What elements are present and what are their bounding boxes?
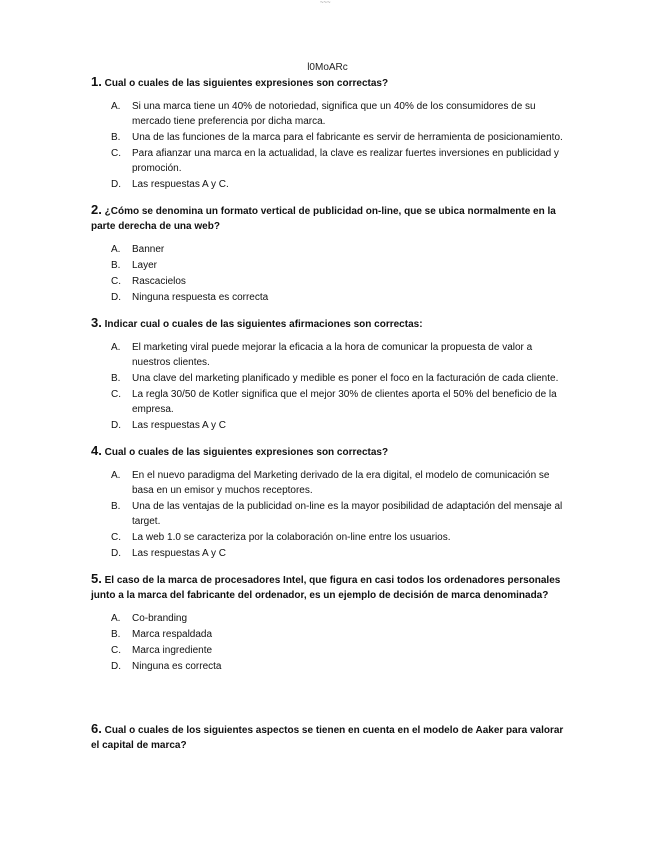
options-list [91,468,571,561]
option-letter: A. [111,101,121,112]
option-d [91,290,571,305]
option-letter: B. [111,260,121,271]
option-text: Para afianzar una marca en la actualidad, la clave es realizar fuertes inversiones en publicidad y promoción. [132,148,559,174]
question-text: Cual o cuales de las siguientes expresiones son correctas? [104,447,389,458]
question-2-title [91,202,571,234]
option-letter: B. [111,132,121,143]
option-letter: D. [111,292,121,303]
option-text: La regla 30/50 de Kotler significa que el mejor 30% de clientes aporta el 50% del beneficio de la empresa. [132,389,557,415]
question-6-title [91,721,571,753]
option-letter: A. [111,470,121,481]
question-number: 4. [91,443,102,458]
option-letter: A. [111,244,121,255]
question-1 [91,74,571,192]
option-b [91,258,571,273]
option-letter: A. [111,342,121,353]
option-c [91,146,571,176]
option-letter: B. [111,629,121,640]
option-d [91,659,571,674]
option-b [91,499,571,529]
option-letter: D. [111,661,121,672]
options-list [91,611,571,674]
option-text: Co-branding [132,613,188,624]
question-number: 6. [91,721,102,736]
option-b [91,371,571,386]
option-letter: C. [111,645,121,656]
option-letter: C. [111,389,121,400]
question-text: Cual o cuales de las siguientes expresiones son correctas? [104,78,389,89]
question-number: 2. [91,202,102,217]
option-text: Marca ingrediente [132,645,213,656]
option-letter: C. [111,532,121,543]
option-letter: B. [111,373,121,384]
question-5 [91,571,571,674]
option-text: La web 1.0 se caracteriza por la colaboración on-line entre los usuarios. [132,532,451,543]
question-4-title [91,443,571,460]
question-4 [91,443,571,561]
option-a [91,611,571,626]
question-2 [91,202,571,305]
options-list [91,340,571,433]
option-c [91,274,571,289]
option-b [91,130,571,145]
option-a [91,242,571,257]
question-1-title [91,74,571,91]
question-text: El caso de la marca de procesadores Intel, que figura en casi todos los ordenadores personales junto a la marca del fabricante del ordenador, es un ejemplo de decisión de marca denominada? [91,575,561,601]
option-text: Si una marca tiene un 40% de notoriedad, significa que un 40% de los consumidores de su mercado tiene preferencia por dicha marca. [132,101,536,127]
options-list [91,242,571,305]
option-text: Ninguna es correcta [132,661,222,672]
option-d [91,418,571,433]
option-text: Las respuestas A y C. [132,179,229,190]
document-header-id: l0MoARc [307,62,348,73]
top-mark: ~~~ [320,0,331,6]
option-a [91,468,571,498]
option-text: Marca respaldada [132,629,213,640]
option-text: Una de las ventajas de la publicidad on-line es la mayor posibilidad de adaptación del mensaje al target. [132,501,563,527]
option-letter: D. [111,420,121,431]
option-letter: C. [111,276,121,287]
question-number: 3. [91,315,102,330]
option-text: En el nuevo paradigma del Marketing derivado de la era digital, el modelo de comunicación se basa en un emisor y muchos receptores. [132,470,550,496]
option-a [91,99,571,129]
option-text: Layer [132,260,158,271]
option-letter: D. [111,179,121,190]
question-number: 1. [91,74,102,89]
option-letter: A. [111,613,121,624]
question-number: 5. [91,571,102,586]
options-list [91,99,571,192]
question-3-title [91,315,571,332]
question-5-title [91,571,571,603]
question-text: Cual o cuales de los siguientes aspectos se tienen en cuenta en el modelo de Aaker para valorar el capital de marca? [91,725,564,751]
question-6 [91,721,571,753]
option-text: Las respuestas A y C [132,420,226,431]
question-text: ¿Cómo se denomina un formato vertical de publicidad on-line, que se ubica normalmente en la parte derecha de una web? [91,206,556,232]
option-letter: C. [111,148,121,159]
option-text: Ninguna respuesta es correcta [132,292,269,303]
option-text: Las respuestas A y C [132,548,226,559]
option-c [91,643,571,658]
option-letter: D. [111,548,121,559]
question-list [91,74,571,753]
option-a [91,340,571,370]
option-b [91,627,571,642]
option-text: Una clave del marketing planificado y medible es poner el foco en la facturación de cada cliente. [132,373,559,384]
option-c [91,387,571,417]
option-d [91,177,571,192]
question-text: Indicar cual o cuales de las siguientes afirmaciones son correctas: [104,319,423,330]
option-letter: B. [111,501,121,512]
option-c [91,530,571,545]
option-text: Una de las funciones de la marca para el fabricante es servir de herramienta de posicionamiento. [132,132,563,143]
option-d [91,546,571,561]
option-text: Banner [132,244,165,255]
option-text: Rascacielos [132,276,186,287]
option-text: El marketing viral puede mejorar la eficacia a la hora de comunicar la propuesta de valor a nuestros clientes. [132,342,533,368]
question-3 [91,315,571,433]
